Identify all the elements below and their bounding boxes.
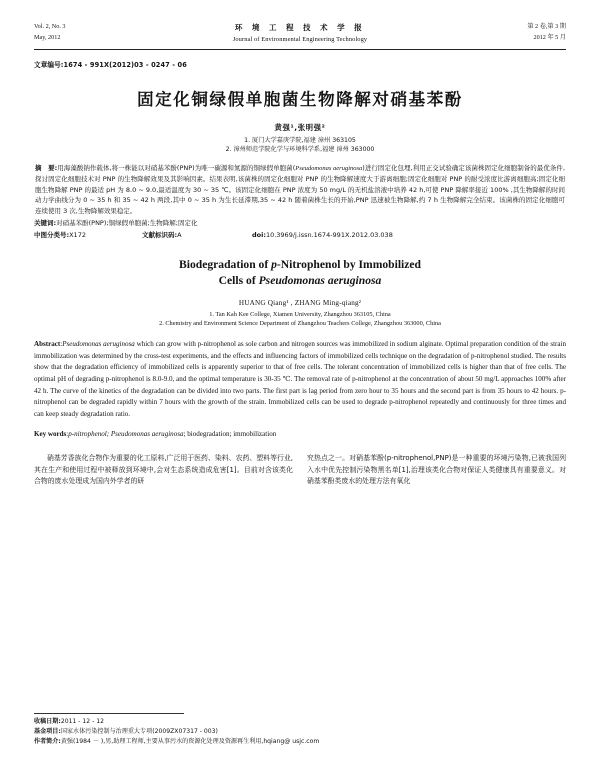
journal-title-en: Journal of Environmental Engineering Technology: [232, 35, 368, 43]
footnote-author-bio: [34, 737, 566, 747]
title-en-post: -Nitrophenol by Immobilized: [276, 257, 421, 271]
footnote-received: [34, 717, 566, 727]
title-en-italic-species: Pseudomonas aeruginosa: [258, 274, 382, 288]
title-en-line2-pre: Cells of: [218, 274, 259, 288]
affiliation-cn-1: 1. 厦门大学嘉庚学院,福建 漳州 363105: [244, 137, 356, 145]
page-title-en: [34, 257, 566, 290]
abstract-cn-part1: 用海藻酸钠作载体,将一株能以对硝基苯酚(PNP)为唯一碳源和氮源的铜绿假单胞菌(: [57, 163, 296, 172]
body-paragraph-right: 究热点之一。对硝基苯酚(p-nitrophenol,PNP)是一种重要的环境污染物,已被我国列入水中优先控制污染物黑名单[1],治理该类化合物对保证人类健康具有重要意义。对硝基苯酚类废水的处理方法有氧化: [307, 454, 566, 486]
keywords-en: [34, 429, 566, 440]
abstract-cn: [34, 163, 566, 217]
keywords-en-italic-species: Pseudomonas aeruginosa: [110, 429, 184, 438]
keywords-en-colon: :: [66, 429, 69, 438]
document-code-label: 文献标识码:: [142, 231, 178, 240]
running-head-right: [480, 22, 566, 42]
affiliations-cn: [34, 136, 566, 155]
body-paragraph-left: 硝基芳香族化合物作为重要的化工原料,广泛用于医药、染料、农药、塑料等行业,其在生产和使用过程中被释放到环境中,会对生态系统造成危害[1]。目前对含该类化合物的废水处理成为国内外学者的研: [34, 454, 293, 486]
date-cn: 2012 年 5 月: [533, 33, 566, 41]
title-en-pre: Biodegradation of: [179, 257, 272, 271]
running-head: [34, 22, 566, 45]
affiliation-en-1: 1. Tan Kah Kee College, Xiamen University, Zhangzhou 363105, China: [209, 310, 391, 318]
received-label: 收稿日期:: [34, 718, 61, 726]
abstract-en-label: Abstract: [34, 340, 61, 349]
affiliations-en: [34, 310, 566, 330]
footnote-divider: [34, 713, 184, 714]
abstract-en: [34, 339, 566, 421]
fund-value: 国家水体污染控制与治理重大专项(2009ZX07317 - 003): [60, 728, 218, 736]
keywords-cn-label: 关键词:: [34, 218, 57, 227]
journal-masthead: [120, 22, 480, 45]
header-divider: [34, 49, 566, 50]
document-code: [142, 230, 252, 240]
volume-issue-cn: 第 2 卷,第 3 期: [527, 23, 566, 30]
abstract-cn-part2: )进行固定化包埋,利用正交试验确定该菌株固定化细胞制备的最优条件,探讨固定化细胞技术对 PNP 的生物降解效果及其影响因素。结果表明,该菌株的固定化细胞对 PNP 的生物降解速度大于游离细胞;固定化细胞对 PNP 的耐受浓度比游离细胞高;固定化细胞生物降解 PNP 的最适 pH 为 8.0 ~ 9.0,最适温度为 30 ~ 35 ℃。该固定化细胞在 PNP 浓度为 50 mg/L 的无机盐溶液中培养 42 h,可使 PNP 降解率接近 100% ,其生物降解的时间动力学曲线分为 0 ~ 35 h 和 35 ~ 42 h 两段,其中 0 ~ 35 h 为生长延滞期,35 ~ 42 h 随着菌株生长的开始,PNP 迅速被生物降解,约 7 h 生物降解完全结束。该菌株的固定化细胞可连续使用 3 次,生物降解效果稳定。: [35, 163, 566, 215]
doi: [252, 230, 393, 240]
doi-value: 10.3969/j.issn.1674-991X.2012.03.038: [265, 231, 393, 240]
abstract-cn-species-italic: Pseudomonas aeruginosa: [295, 164, 363, 172]
keywords-en-post: ; biodegradation; immobilization: [183, 429, 277, 438]
affiliation-cn-2: 2. 漳州师范学院化学与环境科学系,福建 漳州 363000: [225, 146, 375, 154]
running-head-left: [34, 22, 120, 42]
page-title-cn: 固定化铜绿假单胞菌生物降解对硝基苯酚: [137, 89, 463, 109]
journal-title-cn: 环 境 工 程 技 术 学 报: [234, 23, 366, 32]
body-column-left: [34, 453, 293, 488]
page-title-en-line1: [34, 257, 566, 273]
clc-label: 中图分类号:: [34, 231, 70, 240]
footnotes: [34, 713, 566, 747]
volume-issue-en: Vol. 2, No. 3: [34, 23, 66, 30]
title-en-italic-p: p: [271, 257, 277, 271]
body-columns: [34, 453, 566, 488]
authors-en: HUANG Qiang¹ , ZHANG Ming-qiang²: [238, 298, 362, 307]
body-column-right: [307, 453, 566, 488]
authors-cn: 黄强¹,张明强²: [274, 122, 326, 132]
article-number: 文章编号:1674 - 991X(2012)03 - 0247 - 06: [34, 60, 187, 69]
author-bio-label: 作者简介:: [34, 738, 61, 746]
clc-number: [34, 230, 142, 240]
abstract-en-species-italic: Pseudomonas aeruginosa: [62, 340, 135, 349]
affiliation-en-2: 2. Chemistry and Environment Science Department of Zhangzhou Teachers College, Zhangzhou 363000, China: [159, 320, 441, 328]
abstract-en-colon: :: [60, 340, 63, 349]
fund-label: 基金项目:: [34, 728, 61, 736]
clc-value: X172: [69, 231, 86, 240]
abstract-en-body: which can grow with p-nitrophenol as sole carbon and nitrogen sources was immobilized in sodium alginate. Optimal preparation condition of the strain immobilization was determined by the cross-test experiments, and the effects and influencing factors of immobilized cells technique on the degradation of p-nitrophenol studied. The results show that the degradation efficiency of immobilized cells is apparently superior to that of free cells. The tolerant concentration of immobilized cells is higher than that of free cells. The optimal pH of degrading p-nitrophenol is 8.0-9.0, and the optimal temperature is 30-35 ℃. The removal rate of p-nitrophenol at the concentration of about 50 mg/L approaches 100% after 42 h. The curve of the kinetics of the degradation can be divided into two parts. The first part is lag period from zero hour to 35 hours and the second part is from 35 hours to 42 hours. p-nitrophenol can be degraded rapidly within 7 hours with the growth of the strain. Immobilized cells can be used to degrade p-nitrophenol repeatedly and continuously for three times and can keep steady degradation ratio.: [34, 340, 566, 419]
page-title-en-line2: [34, 273, 566, 289]
document-code-value: A: [177, 231, 182, 240]
received-value: 2011 - 12 - 12: [60, 718, 104, 726]
doi-label: doi:: [252, 231, 266, 240]
keywords-en-label: Key words: [34, 429, 67, 438]
date-en: May, 2012: [34, 33, 61, 41]
keywords-cn: [34, 218, 566, 228]
keywords-cn-value: 对硝基苯酚(PNP);铜绿假单胞菌;生物降解;固定化: [56, 218, 198, 227]
abstract-cn-label: 摘 要:: [35, 163, 58, 172]
author-bio-value: 黄强(1984 － ),男,助理工程师,主要从事污水的资源化处理及资源再生利用,hqiang@ usjc.com: [60, 738, 320, 746]
keywords-en-italic-p: p-nitrophenol;: [68, 429, 111, 438]
footnote-fund: [34, 727, 566, 737]
classification-line: [34, 230, 566, 240]
